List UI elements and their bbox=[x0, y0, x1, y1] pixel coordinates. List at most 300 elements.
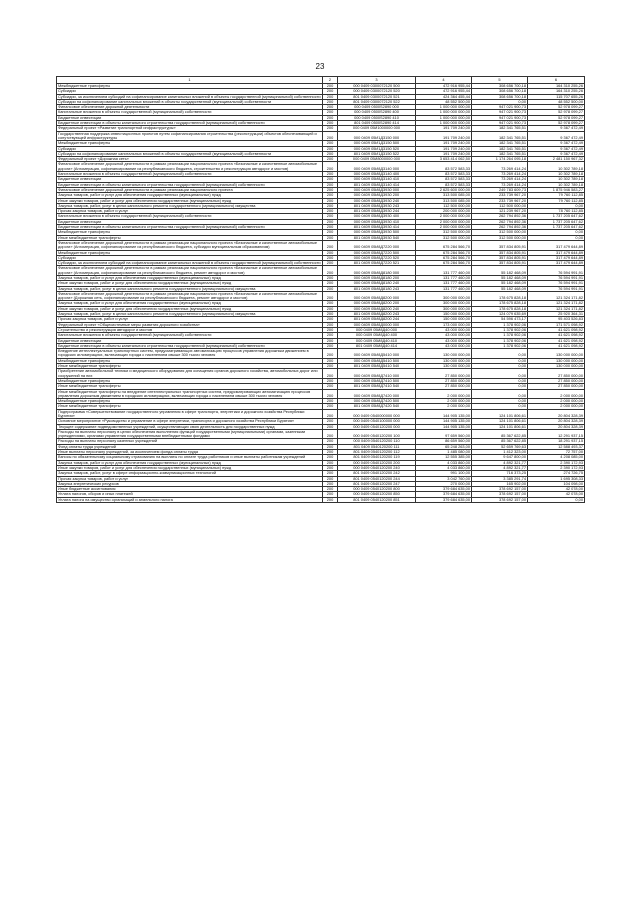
row-code: 200 bbox=[323, 281, 338, 286]
row-executed: 262 794 892,36 bbox=[472, 214, 528, 219]
table-row bbox=[57, 369, 585, 379]
row-classifier: 801 0409 0540120200 247 bbox=[338, 481, 416, 486]
row-code: 200 bbox=[323, 487, 338, 492]
row-classifier: 000 0409 0300072120 500 bbox=[338, 84, 416, 89]
row-approved: 173 000 000,00 bbox=[416, 322, 472, 327]
row-code: 200 bbox=[323, 126, 338, 131]
row-executed: 55 182 468,09 bbox=[472, 266, 528, 276]
row-code: 200 bbox=[323, 131, 338, 141]
row-classifier: 000 0409 05И8Д7220 000 bbox=[338, 240, 416, 250]
row-name: Бюджетные инвестиции bbox=[57, 115, 323, 120]
row-code: 200 bbox=[323, 439, 338, 444]
row-unexecuted: 121 324 171,82 bbox=[528, 306, 585, 311]
row-code: 200 bbox=[323, 317, 338, 322]
row-approved: 991 100,00 bbox=[416, 471, 472, 476]
row-code: 200 bbox=[323, 409, 338, 419]
row-approved: 150 000 000,00 bbox=[416, 312, 472, 317]
row-code: 200 bbox=[323, 424, 338, 429]
row-code: 200 bbox=[323, 291, 338, 301]
row-code: 200 bbox=[323, 389, 338, 399]
row-classifier: 801 0409 0540120200 851 bbox=[338, 497, 416, 502]
col-header: 3 bbox=[338, 77, 416, 84]
row-name: Закупка товаров, работ и услуг для обеспечения государственных (муниципальных) нужд bbox=[57, 193, 323, 198]
row-code: 200 bbox=[323, 193, 338, 198]
row-code: 200 bbox=[323, 84, 338, 89]
row-executed: 178 675 828,18 bbox=[472, 291, 528, 301]
row-executed: 0,00 bbox=[472, 378, 528, 383]
row-code: 200 bbox=[323, 141, 338, 146]
row-approved: 379 684 635,00 bbox=[416, 487, 472, 492]
row-classifier: 000 0409 05И8000000 000 bbox=[338, 157, 416, 162]
row-executed: 182 341 765,51 bbox=[472, 146, 528, 151]
row-code: 200 bbox=[323, 94, 338, 99]
row-approved: 131 777 460,00 bbox=[416, 286, 472, 291]
row-code: 200 bbox=[323, 444, 338, 449]
row-code: 200 bbox=[323, 327, 338, 332]
row-name: Взносы по обязательному социальному страхованию на выплаты по оплате труда работников и иные выплаты работникам учреждений bbox=[57, 455, 323, 460]
row-code: 200 bbox=[323, 369, 338, 379]
table-row bbox=[57, 266, 585, 276]
row-unexecuted: 1 695 308,33 bbox=[528, 476, 585, 481]
row-classifier: 000 0409 05И1000000 000 bbox=[338, 126, 416, 131]
row-name: Бюджетные инвестиции bbox=[57, 338, 323, 343]
row-code: 200 bbox=[323, 333, 338, 338]
row-approved: 312 500 000,00 bbox=[416, 235, 472, 240]
row-classifier: 801 0409 0540120200 111 bbox=[338, 444, 416, 449]
row-executed: 124 101 806,61 bbox=[472, 424, 528, 429]
row-approved: 191 709 240,00 bbox=[416, 151, 472, 156]
row-unexecuted: 20 804 328,39 bbox=[528, 409, 585, 419]
row-approved: 144 905 135,00 bbox=[416, 409, 472, 419]
row-classifier: 801 0409 05И8Д3930 243 bbox=[338, 203, 416, 208]
row-executed: 85 367 622,85 bbox=[472, 439, 528, 444]
row-approved: 379 684 635,00 bbox=[416, 492, 472, 497]
row-approved: 1 000 000 000,00 bbox=[416, 105, 472, 110]
row-name: Субсидии на софинансирование капитальных вложений в объекты государственной (муниципальной) собственности bbox=[57, 99, 323, 104]
row-classifier: 000 0409 0540120200 800 bbox=[338, 487, 416, 492]
row-name: Бюджетные инвестиции в объекты капитального строительства государственной (муниципальной) собственности bbox=[57, 182, 323, 187]
row-code: 200 bbox=[323, 177, 338, 182]
row-unexecuted: 0,00 bbox=[528, 235, 585, 240]
row-executed: 1 378 902,06 bbox=[472, 327, 528, 332]
row-approved: 300 000 000,00 bbox=[416, 291, 472, 301]
row-approved: 43 000 000,00 bbox=[416, 333, 472, 338]
table-row bbox=[57, 497, 585, 502]
row-approved: 300 000 000,00 bbox=[416, 301, 472, 306]
row-approved: 86 659 560,00 bbox=[416, 439, 472, 444]
row-name: Субсидии bbox=[57, 89, 323, 94]
row-code: 200 bbox=[323, 198, 338, 203]
row-executed: 73 269 414,24 bbox=[472, 162, 528, 172]
row-classifier: 000 0409 05И8Д7420 000 bbox=[338, 389, 416, 399]
row-name: Бюджетные инвестиции в объекты капитального строительства государственной (муниципальной) собственности bbox=[57, 343, 323, 348]
row-name: Межбюджетные трансферты bbox=[57, 399, 323, 404]
row-executed: 124 079 635,69 bbox=[472, 312, 528, 317]
row-approved: 191 709 240,00 bbox=[416, 126, 472, 131]
row-name: Закупка товаров, работ и услуг для обеспечения государственных (муниципальных) нужд bbox=[57, 275, 323, 280]
row-executed: 165 902,00 bbox=[472, 481, 528, 486]
row-name: Иные межбюджетные трансферты bbox=[57, 235, 323, 240]
row-code: 200 bbox=[323, 162, 338, 172]
row-executed: 947 021 900,73 bbox=[472, 121, 528, 126]
row-approved: 3 042 760,00 bbox=[416, 476, 472, 481]
row-approved: 191 709 240,00 bbox=[416, 146, 472, 151]
row-executed: 308 656 700,18 bbox=[472, 84, 528, 89]
row-executed: 249 783 609,73 bbox=[472, 187, 528, 192]
row-executed: 124 101 806,61 bbox=[472, 419, 528, 424]
row-name: Субсидии bbox=[57, 255, 323, 260]
row-approved: 1 000 000 000,00 bbox=[416, 115, 472, 120]
row-approved: 472 916 955,44 bbox=[416, 89, 472, 94]
row-name: Капитальные вложения в объекты государственной (муниципальной) собственности bbox=[57, 333, 323, 338]
row-classifier: 000 0409 0500S2890 410 bbox=[338, 115, 416, 120]
row-name: Бюджетные инвестиции bbox=[57, 219, 323, 224]
row-classifier: 000 0409 05И8Д0000 000 bbox=[338, 322, 416, 327]
row-classifier: 000 0409 0540120200 100 bbox=[338, 429, 416, 439]
row-classifier: 000 0409 05И8Д40 410 bbox=[338, 338, 416, 343]
row-approved: 300 000 000,00 bbox=[416, 306, 472, 311]
row-executed: 55 182 468,09 bbox=[472, 275, 528, 280]
row-unexecuted: 10 302 789,18 bbox=[528, 172, 585, 177]
row-unexecuted: 2 481 150 967,32 bbox=[528, 157, 585, 162]
row-approved: 131 777 460,00 bbox=[416, 281, 472, 286]
row-name: Расходы на выплаты персоналу казенных учреждений bbox=[57, 439, 323, 444]
row-unexecuted: 41 621 098,92 bbox=[528, 338, 585, 343]
row-classifier: 000 0409 05И8Д3140 400 bbox=[338, 172, 416, 177]
row-classifier: 801 0409 05И8Д8200 243 bbox=[338, 312, 416, 317]
row-approved: 313 500 085,00 bbox=[416, 193, 472, 198]
row-name: Иные бюджетные ассигнования bbox=[57, 487, 323, 492]
row-code: 200 bbox=[323, 404, 338, 409]
row-approved: 2 000 000 000,00 bbox=[416, 219, 472, 224]
table-row bbox=[57, 409, 585, 419]
row-unexecuted: 317 479 644,89 bbox=[528, 261, 585, 266]
row-approved: 130 000 000,00 bbox=[416, 349, 472, 359]
col-header: 4 bbox=[416, 77, 472, 84]
row-classifier: 801 0409 05И8Д3930 540 bbox=[338, 235, 416, 240]
row-name: Закупка товаров, работ, услуг в сфере информационно-коммуникационных технологий bbox=[57, 471, 323, 476]
row-approved: 4 033 860,00 bbox=[416, 460, 472, 465]
row-unexecuted: 48 552 500,00 bbox=[528, 99, 585, 104]
row-unexecuted: 52 978 099,27 bbox=[528, 115, 585, 120]
row-unexecuted: 27 850 000,00 bbox=[528, 378, 585, 383]
row-classifier: 801 0409 05И8Д3930 244 bbox=[338, 209, 416, 214]
row-approved: 2 000 000,00 bbox=[416, 404, 472, 409]
row-classifier: 000 0409 0540000000 000 bbox=[338, 409, 416, 419]
row-classifier: 801 0409 05И8Д7420 540 bbox=[338, 404, 416, 409]
row-code: 200 bbox=[323, 312, 338, 317]
row-executed: 262 794 892,36 bbox=[472, 219, 528, 224]
row-name: Иные выплаты персоналу учреждений, за исключением фонда оплаты труда bbox=[57, 450, 323, 455]
row-name: Иные межбюджетные трансферты на внедрение интеллектуальных транспортных систем, предусматривающих автоматизацию процессов управления дорожным движением в городских агломерациях, включающих города с населением свыше 300 тысяч человек bbox=[57, 389, 323, 399]
row-executed: 0,00 bbox=[472, 349, 528, 359]
row-name: Бюджетные инвестиции в объекты капитального строительства государственной (муниципальной) собственности bbox=[57, 225, 323, 230]
row-approved: 675 284 566,70 bbox=[416, 250, 472, 255]
row-approved: 2 000 000 000,00 bbox=[416, 225, 472, 230]
row-executed: 1 378 902,06 bbox=[472, 338, 528, 343]
row-name: Внедрение интеллектуальных транспортных систем, предусматривающих автоматизацию процессов управления дорожным движением в городских агломерациях, включающих города с населением свыше 300 тысяч человек bbox=[57, 349, 323, 359]
row-name: Иные межбюджетные трансферты bbox=[57, 384, 323, 389]
row-name: Закупка товаров, работ, услуг в целях капитального ремонта государственного (муниципального) имущества bbox=[57, 203, 323, 208]
row-approved: 2 625 600 000,00 bbox=[416, 187, 472, 192]
row-approved: 83 572 583,33 bbox=[416, 172, 472, 177]
row-executed: 73 269 414,24 bbox=[472, 177, 528, 182]
row-executed: 308 656 700,18 bbox=[472, 94, 528, 99]
row-executed: 4 892 321,77 bbox=[472, 465, 528, 470]
row-unexecuted: 79 760 112,85 bbox=[528, 193, 585, 198]
row-approved: 4 033 860,00 bbox=[416, 465, 472, 470]
row-unexecuted: 121 324 171,82 bbox=[528, 301, 585, 306]
row-unexecuted: 2 000 000,00 bbox=[528, 389, 585, 399]
row-executed: 0,00 bbox=[472, 389, 528, 399]
row-executed: 312 500 000,00 bbox=[472, 230, 528, 235]
row-name: Закупка товаров, работ, услуг в целях капитального ремонта государственного (муниципального) имущества bbox=[57, 312, 323, 317]
row-approved: 27 850 000,00 bbox=[416, 378, 472, 383]
row-unexecuted: 76 594 991,91 bbox=[528, 281, 585, 286]
row-name: Финансовое обеспечение дорожной деятельности в рамках реализации национального проекта «Безопасные и качественные автомобильные дороги» (Дорожная сеть, софинансирование из республиканского бюджета, ремонт автодорог и мостов) bbox=[57, 291, 323, 301]
table-row bbox=[57, 429, 585, 439]
row-executed: 1 378 902,06 bbox=[472, 333, 528, 338]
row-approved: 131 777 460,00 bbox=[416, 275, 472, 280]
row-unexecuted: 1 875 946 583,27 bbox=[528, 187, 585, 192]
row-approved: 43 000 000,00 bbox=[416, 338, 472, 343]
row-unexecuted: 76 594 991,91 bbox=[528, 266, 585, 276]
row-name: Бюджетные инвестиции в объекты капитального строительства государственной (муниципальной) собственности bbox=[57, 121, 323, 126]
row-approved: 97 659 560,00 bbox=[416, 429, 472, 439]
row-classifier: 000 0409 05И8Д3930 000 bbox=[338, 187, 416, 192]
row-approved: 1 000 000 000,00 bbox=[416, 121, 472, 126]
row-classifier: 000 0409 05И8Д3930 400 bbox=[338, 214, 416, 219]
row-code: 200 bbox=[323, 115, 338, 120]
row-name: Фонд оплаты труда учреждений bbox=[57, 444, 323, 449]
row-unexecuted: 9 367 472,49 bbox=[528, 151, 585, 156]
row-classifier: 801 0409 0540120200 112 bbox=[338, 450, 416, 455]
row-code: 200 bbox=[323, 460, 338, 465]
row-name: Финансовое обеспечение дорожной деятельности в рамках реализации национального проекта «Безопасные и качественные автомобильные дороги» (Агломерация, софинансирование из республиканского бюджета, субсидии муниципальным образованиям) bbox=[57, 240, 323, 250]
row-code: 200 bbox=[323, 151, 338, 156]
row-code: 200 bbox=[323, 230, 338, 235]
row-code: 200 bbox=[323, 399, 338, 404]
row-approved: 1 000 000 000,00 bbox=[416, 110, 472, 115]
row-executed: 182 341 765,51 bbox=[472, 126, 528, 131]
row-name: Закупка энергетических ресурсов bbox=[57, 481, 323, 486]
row-name: Федеральный проект «Общесистемные меры развития дорожного хозяйства» bbox=[57, 322, 323, 327]
row-code: 200 bbox=[323, 146, 338, 151]
budget-table-sheet bbox=[56, 76, 584, 503]
row-name: Межбюджетные трансферты bbox=[57, 141, 323, 146]
row-executed: 73 269 414,24 bbox=[472, 172, 528, 177]
row-name: Бюджетные инвестиции bbox=[57, 177, 323, 182]
row-executed: 0,00 bbox=[472, 399, 528, 404]
table-row bbox=[57, 261, 585, 266]
row-approved: 3 653 414 062,50 bbox=[416, 157, 472, 162]
row-name: Межбюджетные трансферты bbox=[57, 84, 323, 89]
row-unexecuted: 52 978 099,27 bbox=[528, 121, 585, 126]
row-approved: 191 709 240,00 bbox=[416, 131, 472, 141]
row-approved: 130 000 000,00 bbox=[416, 364, 472, 369]
row-executed: 55 182 468,09 bbox=[472, 286, 528, 291]
row-classifier: 801 0409 0300072120 522 bbox=[338, 99, 416, 104]
row-executed: 55 182 468,09 bbox=[472, 281, 528, 286]
row-code: 200 bbox=[323, 450, 338, 455]
row-code: 200 bbox=[323, 301, 338, 306]
row-approved: 144 905 135,00 bbox=[416, 424, 472, 429]
row-code: 200 bbox=[323, 209, 338, 214]
row-name: Финансовое обеспечение дорожной деятельности в рамках реализации национального проекта «Безопасные и качественные автомобильные дороги» (Агломерация, софинансирование из республиканского бюджета, строительство и реконструкция автодорог и мостов) bbox=[57, 162, 323, 172]
column-number-row bbox=[57, 77, 585, 84]
row-classifier: 000 0409 05И8Д7410 000 bbox=[338, 369, 416, 379]
row-approved: 144 905 135,00 bbox=[416, 419, 472, 424]
row-classifier: 000 0409 05И8Д40 000 bbox=[338, 327, 416, 332]
row-approved: 2 000 000 000,00 bbox=[416, 214, 472, 219]
row-unexecuted: 1 737 205 647,62 bbox=[528, 219, 585, 224]
table-row bbox=[57, 349, 585, 359]
row-unexecuted: 104 098,00 bbox=[528, 481, 585, 486]
row-approved: 675 284 566,70 bbox=[416, 240, 472, 250]
row-classifier: 000 0409 05И1Д3150 520 bbox=[338, 146, 416, 151]
row-unexecuted: 130 000 000,00 bbox=[528, 364, 585, 369]
row-executed: 85 367 622,85 bbox=[472, 429, 528, 439]
row-code: 200 bbox=[323, 275, 338, 280]
row-approved: 43 000 000,00 bbox=[416, 327, 472, 332]
row-executed: 178 675 828,18 bbox=[472, 301, 528, 306]
row-classifier: 801 0409 0540120200 244 bbox=[338, 476, 416, 481]
row-executed: 357 834 805,91 bbox=[472, 255, 528, 260]
row-unexecuted: 2 390 172,93 bbox=[528, 465, 585, 470]
row-classifier: 801 0409 05И8Д5410 540 bbox=[338, 364, 416, 369]
row-executed: 262 794 892,36 bbox=[472, 225, 528, 230]
row-name: Строительство и реконструкция автодорог и мостов bbox=[57, 327, 323, 332]
row-name: Закупка товаров, работ и услуг для обеспечения государственных (муниципальных) нужд bbox=[57, 301, 323, 306]
row-classifier: 000 0409 0500S2890 400 bbox=[338, 110, 416, 115]
row-unexecuted: 2 390 172,93 bbox=[528, 460, 585, 465]
row-executed: 357 834 805,91 bbox=[472, 250, 528, 255]
row-executed: 54 596 473,17 bbox=[472, 317, 528, 322]
row-classifier: 000 0409 0300072120 520 bbox=[338, 89, 416, 94]
row-unexecuted: 317 479 644,89 bbox=[528, 255, 585, 260]
row-executed: 73 269 414,24 bbox=[472, 182, 528, 187]
row-unexecuted: 121 324 171,82 bbox=[528, 291, 585, 301]
row-code: 200 bbox=[323, 497, 338, 502]
budget-execution-table bbox=[56, 76, 585, 503]
row-unexecuted: 76 594 991,91 bbox=[528, 286, 585, 291]
row-name: Уплата налогов, сборов и иных платежей bbox=[57, 492, 323, 497]
row-approved: 312 500 000,00 bbox=[416, 230, 472, 235]
row-approved: 191 709 240,00 bbox=[416, 141, 472, 146]
row-unexecuted: 41 621 098,92 bbox=[528, 343, 585, 348]
row-code: 200 bbox=[323, 255, 338, 260]
row-unexecuted: 9 367 472,49 bbox=[528, 146, 585, 151]
row-approved: 424 364 455,44 bbox=[416, 94, 472, 99]
row-classifier: 000 0409 05И1Д3150 500 bbox=[338, 141, 416, 146]
row-approved: 675 284 566,70 bbox=[416, 261, 472, 266]
row-unexecuted: 42 078,00 bbox=[528, 492, 585, 497]
row-unexecuted: 27 850 000,00 bbox=[528, 369, 585, 379]
row-code: 200 bbox=[323, 492, 338, 497]
row-unexecuted: 9 367 472,49 bbox=[528, 126, 585, 131]
row-executed: 233 739 967,20 bbox=[472, 198, 528, 203]
row-classifier: 000 0409 05И8Д3930 200 bbox=[338, 193, 416, 198]
row-code: 200 bbox=[323, 121, 338, 126]
row-executed: 308 656 700,18 bbox=[472, 89, 528, 94]
row-classifier: 801 0409 05И8Д7220 521 bbox=[338, 261, 416, 266]
row-code: 200 bbox=[323, 225, 338, 230]
row-name: Иные межбюджетные трансферты bbox=[57, 404, 323, 409]
row-code: 200 bbox=[323, 471, 338, 476]
row-classifier: 000 0409 0540120200 000 bbox=[338, 424, 416, 429]
row-classifier: 000 0409 0540120200 850 bbox=[338, 492, 416, 497]
row-name: Иные межбюджетные трансферты bbox=[57, 364, 323, 369]
row-name: Субсидии bbox=[57, 146, 323, 151]
row-code: 200 bbox=[323, 266, 338, 276]
row-approved: 83 572 583,33 bbox=[416, 162, 472, 172]
row-executed: 947 021 900,73 bbox=[472, 105, 528, 110]
row-classifier: 000 0409 0540100000 000 bbox=[338, 419, 416, 424]
row-unexecuted: 1 737 205 647,62 bbox=[528, 225, 585, 230]
row-code: 200 bbox=[323, 481, 338, 486]
row-name: Межбюджетные трансферты bbox=[57, 358, 323, 363]
row-name: Финансовое обеспечение дорожной деятельности в рамках реализации национального проекта bbox=[57, 187, 323, 192]
row-approved: 112 500 000,00 bbox=[416, 203, 472, 208]
row-unexecuted: 42 078,00 bbox=[528, 487, 585, 492]
row-executed: 52 659 769,63 bbox=[472, 444, 528, 449]
row-approved: 130 000 000,00 bbox=[416, 358, 472, 363]
row-unexecuted: 95 403 526,83 bbox=[528, 317, 585, 322]
row-executed: 947 021 900,73 bbox=[472, 115, 528, 120]
row-unexecuted: 76 594 991,91 bbox=[528, 275, 585, 280]
row-executed: 178 675 828,18 bbox=[472, 306, 528, 311]
row-name: Иные закупки товаров, работ и услуг для обеспечения государственных (муниципальных) нужд bbox=[57, 306, 323, 311]
row-code: 200 bbox=[323, 182, 338, 187]
row-name: Прочая закупка товаров, работ и услуг bbox=[57, 317, 323, 322]
row-classifier: 000 0409 05И8Д7420 500 bbox=[338, 399, 416, 404]
row-name: Основное мероприятие «Руководство и управление в сфере энергетики, транспорта и дорожного хозяйства Республики Бурятия» bbox=[57, 419, 323, 424]
row-approved: 675 284 566,70 bbox=[416, 255, 472, 260]
row-unexecuted: 12 588 493,37 bbox=[528, 444, 585, 449]
row-name: Иные закупки товаров, работ и услуг для обеспечения государственных (муниципальных) нужд bbox=[57, 198, 323, 203]
row-unexecuted: 164 310 255,26 bbox=[528, 84, 585, 89]
row-classifier: 000 0409 0500S2890 000 bbox=[338, 105, 416, 110]
row-approved: 270 000,00 bbox=[416, 481, 472, 486]
row-unexecuted: 27 850 000,00 bbox=[528, 384, 585, 389]
row-approved: 1 485 080,00 bbox=[416, 450, 472, 455]
row-approved: 313 500 085,00 bbox=[416, 198, 472, 203]
row-code: 200 bbox=[323, 157, 338, 162]
row-approved: 65 248 263,00 bbox=[416, 444, 472, 449]
row-code: 200 bbox=[323, 306, 338, 311]
row-name: Текущее содержание подведомственных учреждений, осуществляющих свою деятельность для государственных нужд bbox=[57, 424, 323, 429]
row-classifier: 000 0409 05И8Д3930 240 bbox=[338, 198, 416, 203]
row-name: Межбюджетные трансферты bbox=[57, 230, 323, 235]
page-number: 23 bbox=[315, 62, 325, 71]
row-unexecuted: 79 760 112,85 bbox=[528, 198, 585, 203]
row-approved: 2 000 000,00 bbox=[416, 389, 472, 399]
row-classifier: 000 0409 05И8Д7220 520 bbox=[338, 255, 416, 260]
row-classifier: 801 0409 0300072120 521 bbox=[338, 94, 416, 99]
row-unexecuted: 317 479 644,89 bbox=[528, 240, 585, 250]
row-unexecuted: 10 302 789,18 bbox=[528, 177, 585, 182]
row-unexecuted: 41 621 098,92 bbox=[528, 333, 585, 338]
row-code: 200 bbox=[323, 465, 338, 470]
row-classifier: 801 0409 0500S2890 414 bbox=[338, 121, 416, 126]
row-name: Федеральный проект «Дорожная сеть» bbox=[57, 157, 323, 162]
row-code: 200 bbox=[323, 235, 338, 240]
row-unexecuted: 20 804 328,39 bbox=[528, 424, 585, 429]
row-name: Закупка товаров, работ и услуг для обеспечения государственных (муниципальных) нужд bbox=[57, 460, 323, 465]
row-approved: 48 552 500,00 bbox=[416, 99, 472, 104]
row-unexecuted: 274 726,75 bbox=[528, 471, 585, 476]
row-approved: 83 572 583,33 bbox=[416, 182, 472, 187]
